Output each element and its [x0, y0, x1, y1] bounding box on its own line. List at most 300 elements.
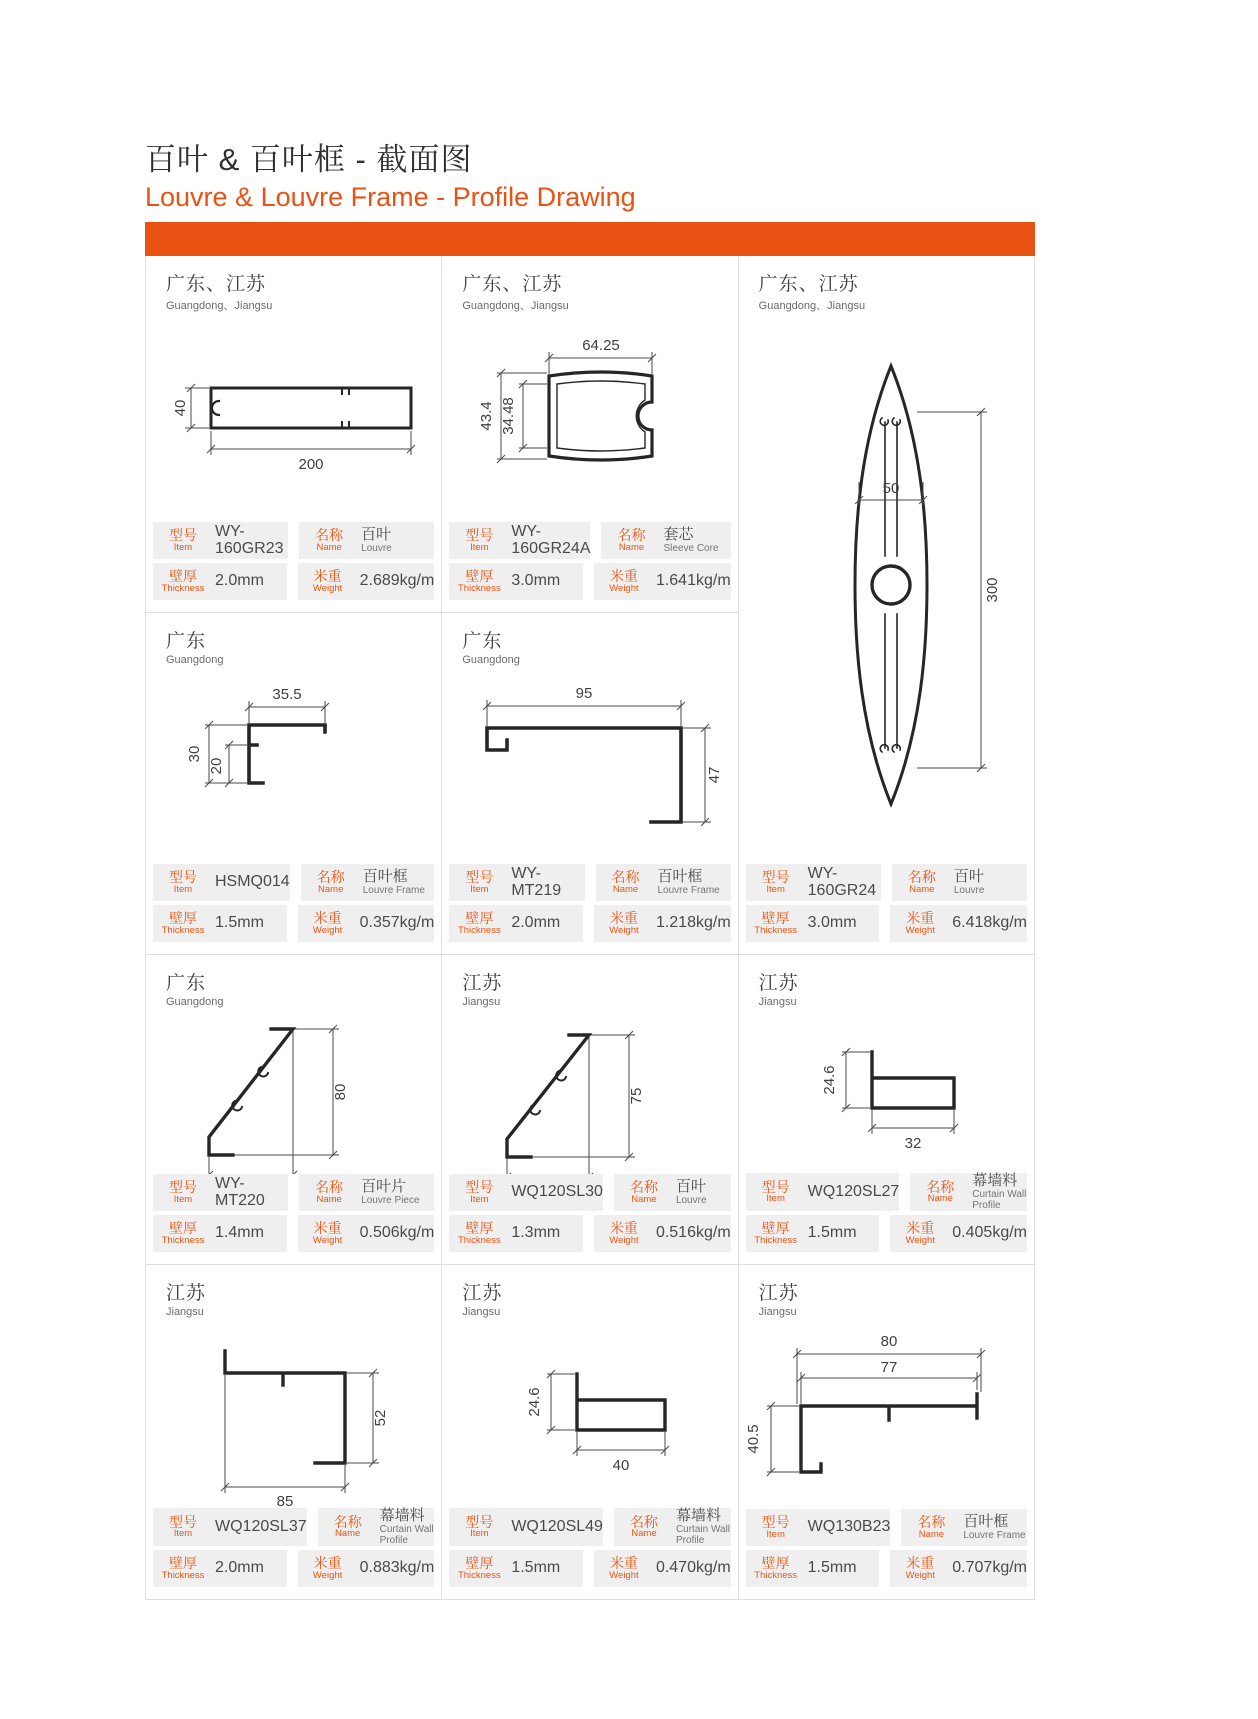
item-value: HSMQ014 [215, 873, 290, 891]
weight-label-zh: 米重 [906, 910, 935, 927]
item-label [449, 1177, 509, 1208]
region-en: Guangdong、Jiangsu [758, 300, 866, 312]
name-label [596, 867, 656, 898]
weight-value: 0.405kg/m [952, 1224, 1027, 1242]
spec-row [153, 563, 434, 600]
item-value: WY-MT220 [215, 1174, 265, 1209]
weight-label-en: Weight [609, 924, 639, 936]
thickness-label-en: Thickness [161, 1569, 205, 1581]
weight-label-en: Weight [905, 924, 935, 936]
region-label [442, 256, 737, 313]
spec-row [153, 1508, 434, 1546]
page-title [145, 134, 636, 213]
thickness-pair [153, 563, 287, 600]
weight-label-en: Weight [312, 1234, 343, 1246]
name-pair [901, 1509, 1027, 1546]
profile-drawing-svg [153, 679, 435, 851]
item-label-en: Item [470, 883, 489, 895]
item-label-zh: 型号 [465, 1513, 494, 1530]
weight-label [890, 1218, 950, 1249]
spec-table [442, 1508, 737, 1587]
thickness-label-en: Thickness [161, 1234, 205, 1246]
weight-label-zh: 米重 [313, 568, 342, 585]
dim-label: 300 [984, 576, 1002, 603]
weight-value: 0.707kg/m [952, 1559, 1027, 1577]
name-label [614, 1512, 674, 1543]
spec-row [746, 1550, 1027, 1587]
profile-card-wq120sl30 [442, 955, 738, 1265]
name-label-en: Name [318, 883, 344, 895]
profile-card-hsmq014 [146, 613, 442, 955]
name-value-en: Curtain Wall Profile [972, 1189, 1027, 1211]
name-label [318, 1512, 378, 1543]
item-pair [746, 864, 881, 901]
dim-label: 64.25 [582, 336, 620, 354]
item-pair [153, 1174, 288, 1211]
thickness-pair [746, 1215, 880, 1252]
region-zh: 广东 [166, 631, 207, 652]
spec-row [449, 1508, 730, 1546]
weight-label-en: Weight [609, 1569, 639, 1581]
spec-table [146, 1508, 441, 1587]
spec-row [153, 1215, 434, 1252]
weight-pair [298, 1215, 435, 1252]
weight-label-zh: 米重 [609, 568, 638, 585]
name-pair [318, 1508, 435, 1546]
item-label-en: Item [766, 1193, 785, 1205]
profile-drawing-svg [756, 1016, 1008, 1166]
weight-label-zh: 米重 [609, 1555, 638, 1572]
dim-label: 34.48 [499, 396, 517, 435]
dim-label: 40.5 [745, 1423, 763, 1454]
thickness-label-zh: 壁厚 [169, 1220, 197, 1237]
dim-label: 35.5 [272, 686, 302, 703]
profile-drawing-svg [459, 1338, 721, 1488]
name-label-zh: 名称 [315, 1179, 344, 1196]
item-label [746, 1177, 806, 1208]
page-title-zh: 百叶 & 百叶框 - 截面图 [145, 142, 473, 177]
thickness-value: 2.0mm [215, 572, 264, 590]
region-en: Guangdong、Jiangsu [462, 300, 569, 312]
name-label-en: Name [927, 1193, 953, 1205]
item-label [746, 867, 806, 898]
weight-label [594, 1218, 654, 1249]
item-label-zh: 型号 [465, 869, 494, 886]
weight-label-en: Weight [609, 582, 639, 594]
name-pair [892, 864, 1027, 901]
name-label-zh: 名称 [611, 869, 640, 886]
weight-value: 0.506kg/m [359, 1224, 435, 1242]
dim-label: 80 [880, 1332, 898, 1350]
name-pair [299, 1174, 434, 1211]
thickness-label-zh: 壁厚 [761, 1220, 790, 1237]
name-label-en: Name [631, 1193, 657, 1205]
region-label [739, 256, 1034, 313]
weight-label [298, 1553, 358, 1584]
item-label [153, 1512, 213, 1543]
weight-pair [298, 1550, 435, 1587]
name-label [892, 867, 952, 898]
profile-drawing [146, 666, 441, 864]
weight-pair [298, 905, 435, 942]
thickness-value: 1.3mm [511, 1224, 561, 1242]
thickness-value: 1.5mm [807, 1224, 857, 1242]
name-value [656, 869, 731, 896]
spec-table [442, 1174, 737, 1252]
region-en: Jiangsu [166, 1306, 204, 1318]
thickness-label-zh: 壁厚 [169, 1555, 197, 1572]
item-label-en: Item [173, 883, 193, 895]
name-value-zh: 套芯 [663, 525, 694, 543]
thickness-label [153, 1553, 213, 1584]
spec-table [739, 1173, 1034, 1252]
thickness-label-en: Thickness [161, 582, 205, 594]
weight-label-zh: 米重 [906, 1220, 935, 1237]
item-label [449, 1512, 509, 1543]
weight-pair [890, 1550, 1027, 1587]
thickness-value: 1.5mm [807, 1559, 857, 1577]
item-label [153, 1177, 213, 1208]
thickness-label-zh: 壁厚 [761, 1555, 790, 1572]
profile-card-wq130b23 [739, 1265, 1035, 1600]
item-pair [449, 1508, 603, 1546]
spec-row [153, 1550, 434, 1587]
name-label-en: Name [316, 541, 342, 553]
thickness-label [153, 566, 213, 597]
thickness-value: 3.0mm [511, 572, 561, 590]
name-value-zh: 百叶 [675, 1177, 706, 1195]
name-value-zh: 百叶 [361, 525, 392, 543]
region-zh: 广东 [166, 973, 207, 994]
item-label-zh: 型号 [169, 527, 197, 544]
spec-row [746, 905, 1027, 942]
name-value-en: Louvre [675, 1194, 707, 1206]
name-value-en: Louvre [361, 542, 392, 554]
item-value: WY-160GR23 [215, 522, 284, 557]
spec-table [739, 864, 1034, 942]
weight-label [298, 566, 358, 597]
dim-label: 50 [882, 479, 900, 497]
region-zh: 江苏 [758, 1283, 799, 1304]
weight-label-en: Weight [312, 924, 343, 936]
profile-drawing [739, 313, 1034, 864]
item-value: WQ120SL49 [511, 1517, 603, 1535]
name-label-en: Name [316, 1193, 342, 1205]
name-value-en: Curtain Wall Profile [379, 1524, 434, 1546]
item-label-en: Item [470, 1193, 489, 1205]
thickness-label-en: Thickness [457, 1234, 501, 1246]
spec-row [746, 1173, 1027, 1211]
item-label-zh: 型号 [169, 869, 197, 886]
region-label [442, 955, 737, 1008]
region-en: Jiangsu [462, 1306, 501, 1318]
region-label [442, 1265, 737, 1318]
profile-drawing [146, 1008, 441, 1174]
thickness-label [449, 908, 509, 939]
weight-label-en: Weight [905, 1569, 935, 1581]
dim-label: 32 [904, 1134, 922, 1152]
name-pair [299, 522, 434, 559]
weight-label-zh: 米重 [609, 910, 638, 927]
thickness-value: 2.0mm [511, 914, 561, 932]
profile-card-wq120sl49 [442, 1265, 738, 1600]
item-value: WQ130B23 [807, 1518, 891, 1536]
name-value [961, 1514, 1027, 1541]
name-label-zh: 名称 [629, 1179, 658, 1196]
profile-drawing-svg [741, 350, 1031, 828]
item-label-en: Item [173, 541, 193, 553]
thickness-label [746, 908, 806, 939]
profile-drawing-svg [153, 1318, 435, 1508]
thickness-label-zh: 壁厚 [169, 910, 197, 927]
thickness-label-zh: 壁厚 [761, 910, 790, 927]
region-label [146, 613, 441, 666]
name-pair [614, 1508, 731, 1546]
dim-label: 24.6 [525, 1387, 543, 1417]
item-label-en: Item [766, 1528, 785, 1540]
dim-label: 20 [207, 757, 225, 775]
name-value [359, 1179, 434, 1206]
region-zh: 广东、江苏 [166, 274, 267, 295]
dim-label: 77 [880, 1358, 898, 1376]
spec-row [449, 522, 730, 559]
spec-row [746, 864, 1027, 901]
region-zh: 江苏 [758, 973, 799, 994]
page-title-en: Louvre & Louvre Frame - Profile Drawing [145, 182, 636, 212]
region-zh: 江苏 [462, 973, 503, 994]
name-value [674, 1508, 731, 1546]
profile-drawing-svg [449, 670, 731, 860]
profile-drawing-svg [449, 332, 731, 504]
profile-drawing-svg [153, 343, 435, 493]
item-label-zh: 型号 [465, 527, 494, 544]
item-label [153, 867, 213, 898]
item-label-zh: 型号 [761, 1514, 790, 1531]
item-value: WY-160GR24 [807, 864, 877, 899]
region-en: Guangdong [166, 996, 224, 1008]
weight-label-en: Weight [609, 1234, 639, 1246]
profile-drawing-svg [741, 1318, 1031, 1509]
item-label-en: Item [766, 883, 785, 895]
thickness-label-en: Thickness [457, 1569, 501, 1581]
item-label-zh: 型号 [169, 1179, 197, 1196]
item-value: WY-160GR24A [511, 522, 591, 557]
item-pair [746, 1509, 891, 1546]
profile-card-wq120sl37 [146, 1265, 442, 1600]
spec-row [746, 1215, 1027, 1252]
spec-row [153, 522, 434, 559]
thickness-label [449, 1553, 509, 1584]
spec-table [739, 1509, 1034, 1587]
region-label [146, 256, 441, 313]
spec-row [153, 1174, 434, 1211]
dim-label: 80 [331, 1083, 349, 1101]
spec-row [153, 905, 434, 942]
weight-pair [890, 1215, 1027, 1252]
name-value [674, 1179, 731, 1206]
name-value-zh: 百叶框 [362, 867, 408, 885]
dim-label: 40 [612, 1457, 630, 1475]
region-zh: 广东、江苏 [758, 274, 859, 295]
weight-label-zh: 米重 [906, 1555, 935, 1572]
name-label [614, 1177, 674, 1208]
item-pair [449, 864, 584, 901]
weight-label-zh: 米重 [313, 1555, 342, 1572]
name-label-zh: 名称 [617, 527, 646, 544]
thickness-pair [449, 1215, 583, 1252]
weight-label [298, 908, 358, 939]
item-label-en: Item [470, 541, 489, 553]
item-label-en: Item [173, 1193, 193, 1205]
name-label [901, 1512, 961, 1543]
name-pair [301, 864, 435, 901]
name-value-en: Curtain Wall Profile [675, 1524, 731, 1546]
thickness-pair [153, 1215, 287, 1252]
thickness-label-zh: 壁厚 [169, 568, 197, 585]
thickness-label-en: Thickness [754, 1569, 798, 1581]
weight-label-zh: 米重 [313, 1220, 342, 1237]
region-en: Jiangsu [758, 1306, 797, 1318]
name-label-zh: 名称 [926, 1178, 955, 1195]
item-value: WY-MT219 [511, 864, 562, 899]
weight-label [890, 1553, 950, 1584]
thickness-value: 1.5mm [215, 914, 264, 932]
item-label-zh: 型号 [761, 1178, 790, 1195]
region-zh: 广东 [462, 631, 503, 652]
name-value-zh: 百叶片 [361, 1177, 407, 1195]
dim-label: 30 [185, 745, 203, 763]
dim-label: 40 [171, 399, 189, 416]
weight-pair [594, 563, 731, 600]
accent-bar [145, 222, 1035, 256]
spec-row [449, 1215, 730, 1252]
thickness-pair [153, 905, 287, 942]
spec-row [449, 864, 730, 901]
weight-value: 0.883kg/m [359, 1559, 435, 1577]
item-value: WQ120SL37 [215, 1517, 307, 1535]
thickness-label [449, 1218, 509, 1249]
thickness-pair [449, 563, 583, 600]
name-value-zh: 百叶框 [657, 867, 703, 885]
item-value: WQ120SL30 [511, 1183, 603, 1201]
item-pair [153, 522, 288, 559]
profile-card-wq120sl27 [739, 955, 1035, 1265]
item-pair [449, 1174, 603, 1211]
profile-drawing [146, 313, 441, 522]
thickness-label-en: Thickness [754, 924, 798, 936]
thickness-label-zh: 壁厚 [465, 910, 494, 927]
thickness-label-en: Thickness [754, 1234, 798, 1246]
name-label-en: Name [631, 1528, 657, 1540]
weight-label-zh: 米重 [609, 1220, 638, 1237]
spec-table [146, 1174, 441, 1252]
weight-label [298, 1218, 358, 1249]
item-label-en: Item [470, 1528, 489, 1540]
thickness-label-zh: 壁厚 [465, 1555, 494, 1572]
dim-label: 75 [627, 1087, 645, 1105]
spec-row [449, 563, 730, 600]
name-label [301, 867, 361, 898]
weight-label [594, 566, 654, 597]
name-label [299, 1177, 359, 1208]
spec-table [146, 522, 441, 600]
region-en: Guangdong [462, 654, 520, 666]
dim-label: 52 [371, 1409, 389, 1427]
name-label-zh: 名称 [315, 527, 344, 544]
weight-value: 1.218kg/m [655, 914, 731, 932]
spec-table [146, 864, 441, 942]
spec-table [442, 864, 737, 942]
profile-card-wy-160gr23 [146, 256, 442, 613]
weight-label-zh: 米重 [313, 910, 342, 927]
spec-row [746, 1509, 1027, 1546]
region-en: Guangdong [166, 654, 224, 666]
weight-label [594, 908, 654, 939]
profile-drawing-svg [449, 1008, 731, 1174]
name-value-en: Louvre Frame [362, 884, 425, 896]
thickness-value: 1.4mm [215, 1224, 264, 1242]
item-label-en: Item [173, 1528, 193, 1540]
thickness-value: 2.0mm [215, 1559, 264, 1577]
thickness-label [153, 908, 213, 939]
item-label [449, 525, 509, 556]
thickness-pair [746, 905, 880, 942]
name-label-en: Name [334, 1528, 361, 1540]
profile-card-wy-160gr24 [739, 256, 1035, 955]
thickness-label-zh: 壁厚 [465, 1220, 494, 1237]
dim-label: 200 [298, 455, 324, 473]
spec-row [449, 1550, 730, 1587]
thickness-pair [746, 1550, 880, 1587]
weight-value: 6.418kg/m [952, 914, 1027, 932]
dim-label: 47 [705, 766, 723, 784]
profile-drawing [442, 313, 737, 522]
region-en: Jiangsu [758, 996, 797, 1008]
item-pair [153, 1508, 307, 1546]
weight-label [890, 908, 950, 939]
name-value [661, 527, 730, 554]
region-zh: 江苏 [166, 1283, 207, 1304]
weight-pair [594, 1215, 731, 1252]
thickness-label [746, 1553, 806, 1584]
thickness-label-en: Thickness [161, 924, 205, 936]
item-label-zh: 型号 [761, 869, 790, 886]
thickness-pair [153, 1550, 287, 1587]
profile-drawing-svg [153, 1008, 435, 1174]
profile-card-wy-mt220 [146, 955, 442, 1265]
region-label [442, 613, 737, 666]
weight-value: 0.357kg/m [359, 914, 435, 932]
name-value [361, 869, 435, 896]
name-value-en: Sleeve Core [663, 542, 719, 554]
name-label-zh: 名称 [917, 1514, 946, 1531]
weight-pair [298, 563, 435, 600]
thickness-value: 1.5mm [511, 1559, 561, 1577]
region-label [146, 1265, 441, 1318]
item-label-zh: 型号 [169, 1513, 197, 1530]
name-pair [910, 1173, 1027, 1211]
weight-label-en: Weight [312, 582, 343, 594]
region-zh: 江苏 [462, 1283, 503, 1304]
item-value: WQ120SL27 [807, 1182, 900, 1200]
name-label-zh: 名称 [907, 869, 936, 886]
name-label-en: Name [918, 1528, 945, 1540]
item-pair [746, 1173, 900, 1211]
thickness-pair [449, 905, 583, 942]
name-value-zh: 幕墙料 [379, 1507, 425, 1525]
thickness-label [153, 1218, 213, 1249]
thickness-pair [449, 1550, 583, 1587]
